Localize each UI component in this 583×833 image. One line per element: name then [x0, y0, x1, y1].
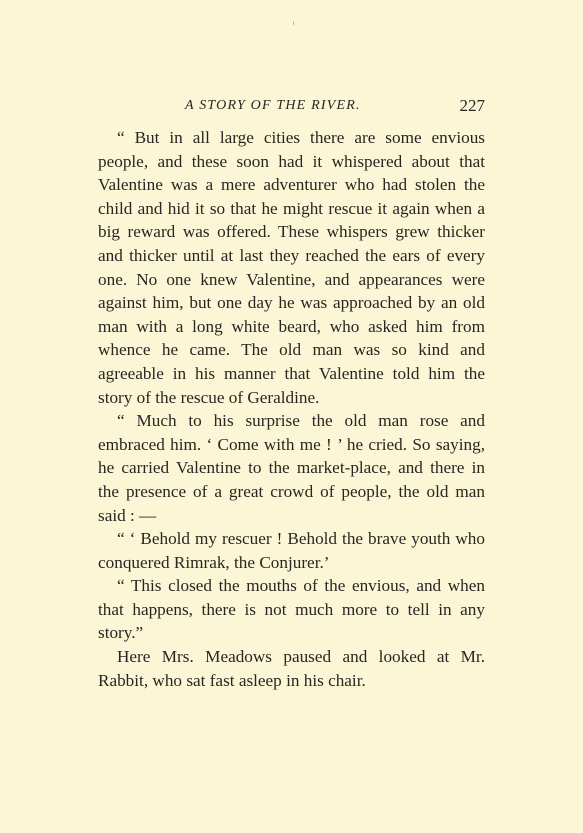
paragraph: “ But in all large cities there are some envious people, and these soon had it whispered about that Valentine was a mere adventurer who had stolen the child and hid it so that he might rescue it again when a big reward was offered. These whispers grew thicker and thicker until at last they reached the ears of every one. No one knew Valentine, and appearances were against him, but one day he was approached by an old man with a long white beard, who asked him from whence he came. The old man was so kind and agreeable in his manner that Valentine told him the story of the rescue of Geraldine.: [98, 128, 485, 407]
page-number: 227: [459, 96, 485, 115]
paragraph: Here Mrs. Meadows paused and looked at Mr. Rabbit, who sat fast asleep in his chair.: [98, 647, 485, 690]
page-speck: [293, 21, 294, 25]
page-header: [185, 98, 485, 118]
paragraph: “ ‘ Behold my rescuer ! Behold the brave youth who conquered Rimrak, the Conjurer.’: [98, 529, 485, 572]
body-text: [98, 126, 485, 692]
paragraph: “ This closed the mouths of the envious, and when that happens, there is not much more to tell in any story.”: [98, 576, 485, 643]
paragraph: “ Much to his surprise the old man rose and embraced him. ‘ Come with me ! ’ he cried. So saying, he carried Valentine to the market-place, and there in the presence of a great crowd of people, the old man said : —: [98, 411, 485, 525]
running-title: A STORY OF THE RIVER.: [185, 98, 361, 113]
